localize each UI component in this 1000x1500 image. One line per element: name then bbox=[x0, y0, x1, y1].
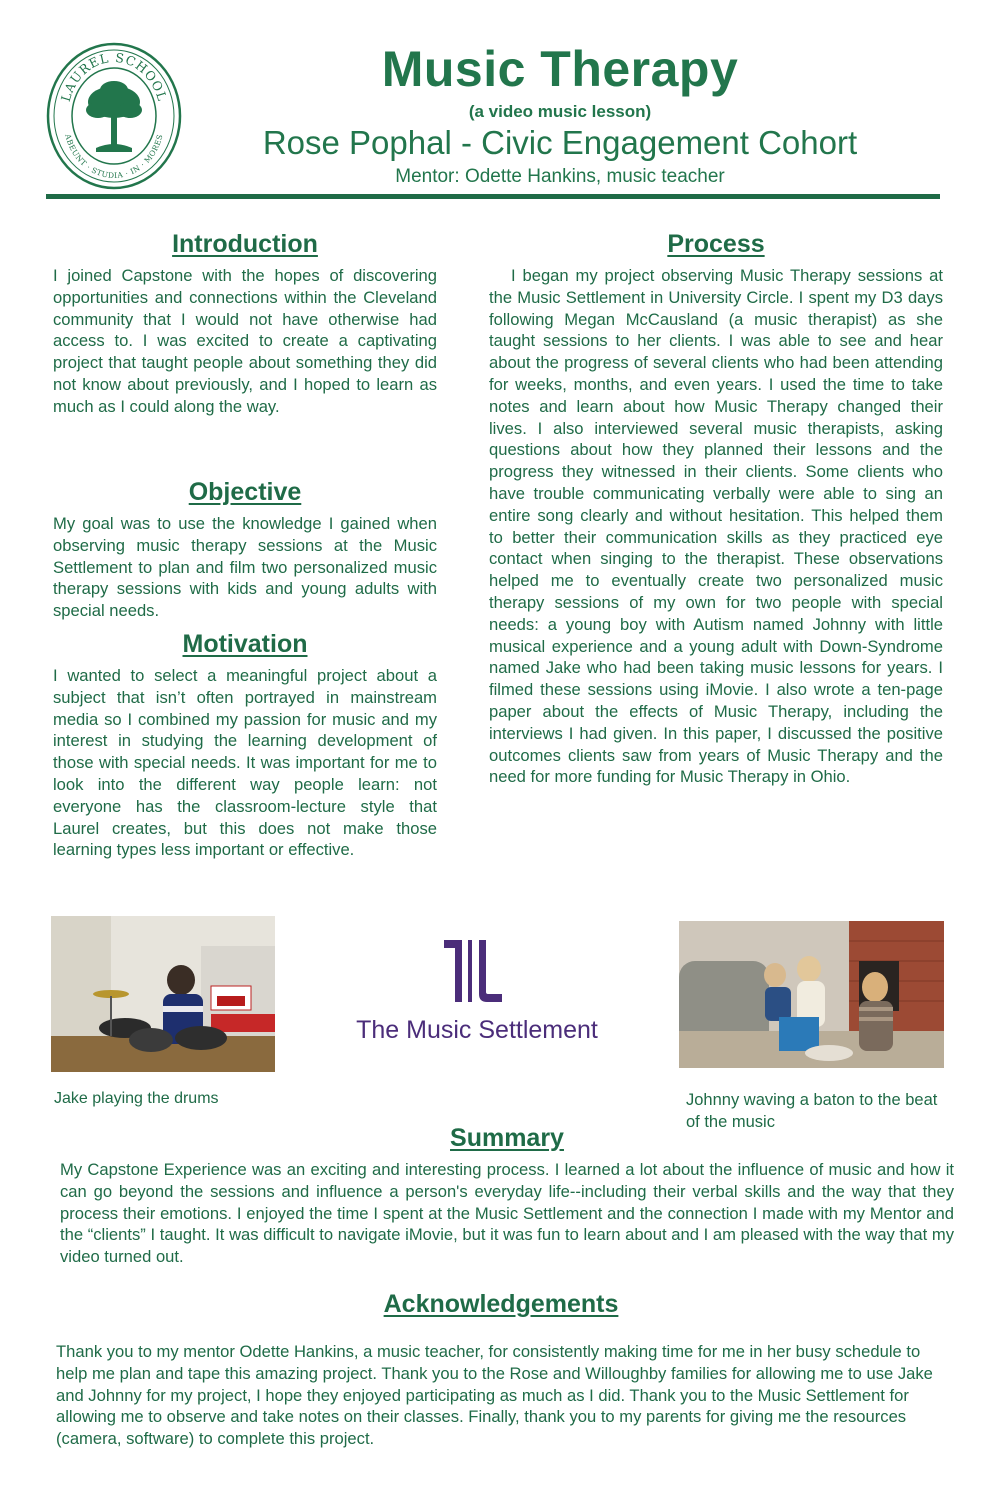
objective-section bbox=[53, 478, 437, 622]
summary-body: My Capstone Experience was an exciting and interesting process. I learned a lot about the influence of music and how it can go beyond the sessions and influence a person's everyday life--including their verbal skills and the way that they process their emotions. I enjoyed the time I spent at the Music Settlement and the connection I made with my Mentor and the “clients” I taught. It was difficult to navigate iMovie, but it was fun to learn about and I am pleased with the way that my video turned out. bbox=[60, 1160, 954, 1267]
johnny-baton-photo bbox=[679, 921, 944, 1068]
music-settlement-logo bbox=[346, 930, 608, 1050]
jake-photo-caption: Jake playing the drums bbox=[54, 1090, 219, 1107]
jake-drums-photo bbox=[51, 916, 275, 1072]
motivation-heading: Motivation bbox=[182, 630, 308, 658]
svg-text:ABEUNT · STUDIA · IN · MORES: ABEUNT · STUDIA · IN · MORES bbox=[63, 133, 165, 181]
music-settlement-name: The Music Settlement bbox=[356, 1016, 598, 1044]
music-settlement-mark-icon bbox=[442, 938, 512, 1004]
poster-subtitle: (a video music lesson) bbox=[468, 102, 652, 121]
objective-heading: Objective bbox=[188, 478, 302, 506]
summary-heading: Summary bbox=[450, 1124, 564, 1152]
motivation-section bbox=[53, 630, 437, 861]
svg-text:LAUREL SCHOOL: LAUREL SCHOOL bbox=[57, 49, 171, 104]
introduction-heading: Introduction bbox=[172, 230, 318, 258]
process-body: I began my project observing Music Therapy sessions at the Music Settlement in University Circle. I spent my D3 days following Megan McCausland (a music therapist) as she taught sessions to her clients. I was able to see and hear about the progress of several clients who had been attending for weeks, months, and even years. I used the time to take notes and learn about how Music Therapy changed their lives. I also interviewed several music therapists, asking questions about how they planned their lessons and the progress they witnessed in their clients. Some clients who have trouble communicating verbally were able to sing an entire song clearly and without hesitation. This helped them to better their communication skills as they practiced eye contact when singing to the therapist. These observations helped me to eventually create two personalized music therapy sessions of my own for two people with special needs: a young boy with Autism named Johnny with little musical experience and a young adult with Down-Syndrome named Jake who had been taking music lessons for years. I filmed these sessions using iMovie. I also wrote a ten-page paper about the effects of Music Therapy, including the interviews I had given. In this paper, I discussed the positive outcomes clients saw from years of Music Therapy and the need for more funding for Music Therapy in Ohio. bbox=[489, 266, 943, 787]
process-heading: Process bbox=[667, 230, 765, 258]
process-section bbox=[489, 230, 943, 788]
poster-author: Rose Pophal - Civic Engagement Cohort bbox=[262, 124, 858, 161]
johnny-photo-caption: Johnny waving a baton to the beat of the music bbox=[686, 1091, 938, 1131]
introduction-section bbox=[53, 230, 437, 418]
acknowledgements-heading: Acknowledgements bbox=[383, 1290, 619, 1318]
acknowledgements-section bbox=[56, 1290, 946, 1450]
motivation-body: I wanted to select a meaningful project about a subject that isn’t often portrayed in mainstream media so I combined my passion for music and my interest in studying the learning development of those with special needs. It was important for me to look into the different way people learn: not everyone has the classroom-lecture style that Laurel creates, but this does not make those learning types less important or effective. bbox=[53, 666, 437, 860]
summary-section bbox=[60, 1124, 954, 1268]
header-divider bbox=[46, 194, 940, 199]
introduction-body: I joined Capstone with the hopes of discovering opportunities and connections within the Cleveland community that I would not have otherwise had access to. I was excited to create a captivating project that taught people about something they did not know about previously, and I hoped to learn as much as I could along the way. bbox=[53, 266, 437, 416]
acknowledgements-body: Thank you to my mentor Odette Hankins, a music teacher, for consistently making time for me in her busy schedule to help me plan and tape this amazing project. Thank you to the Rose and Willoughby families for allowing me to use Jake and Johnny for my project, I hope they enjoyed participating as much as I did. Thank you to the Music Settlement for allowing me to observe and take notes on their classes. Finally, thank you to my parents for giving me the resources (camera, software) to complete this project. bbox=[56, 1342, 933, 1449]
objective-body: My goal was to use the knowledge I gained when observing music therapy sessions at the Music Settlement to plan and film two personalized music therapy sessions with kids and young adults with special needs. bbox=[53, 514, 437, 621]
laurel-school-seal bbox=[46, 42, 182, 190]
poster-mentor: Mentor: Odette Hankins, music teacher bbox=[395, 166, 725, 187]
poster-title: Music Therapy bbox=[381, 41, 739, 97]
